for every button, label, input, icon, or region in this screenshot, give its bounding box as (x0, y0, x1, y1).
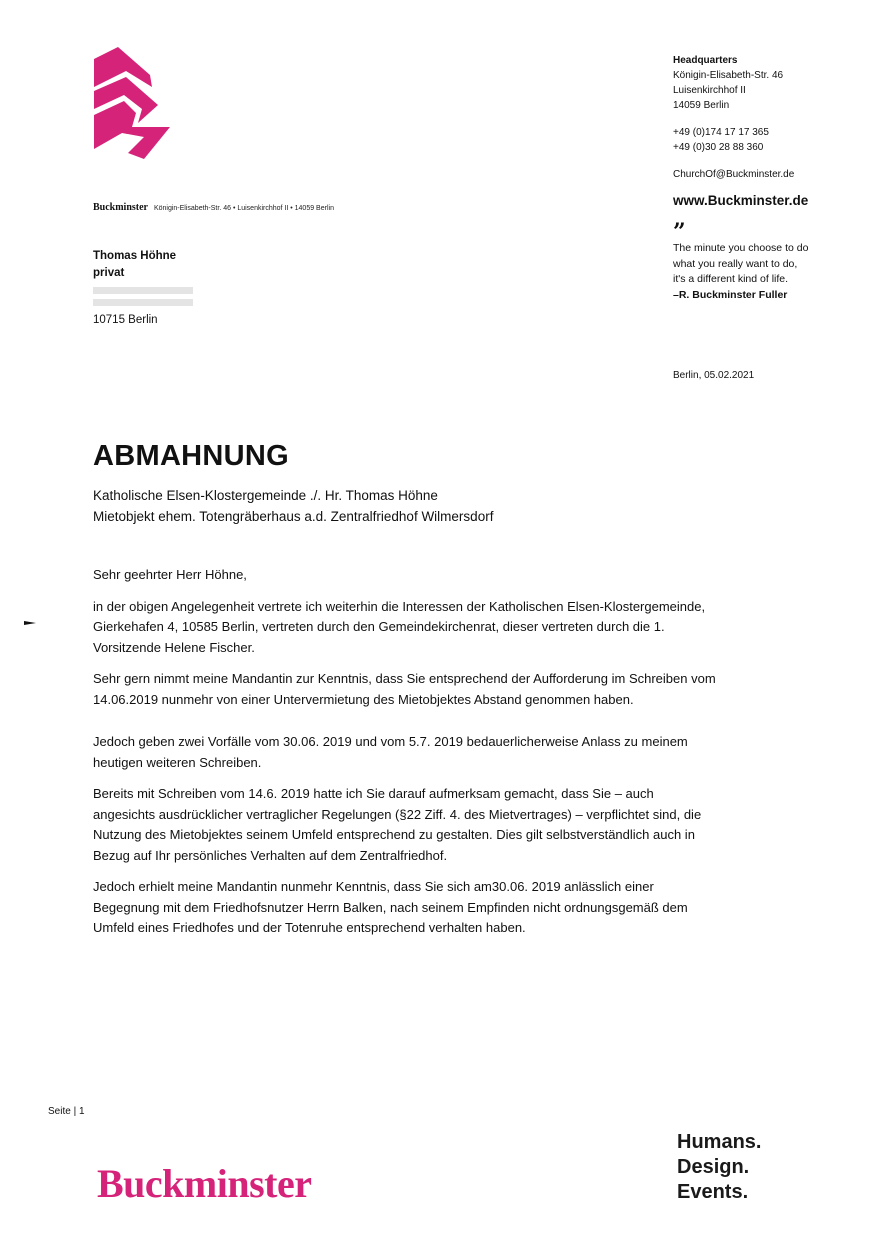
hq-phone-2: +49 (0)30 28 88 360 (673, 142, 764, 153)
letter-title: ABMAHNUNG (93, 440, 290, 472)
hq-heading: Headquarters (673, 55, 738, 66)
recipient-address (93, 248, 193, 329)
tagline-line-2: Design. (677, 1156, 750, 1178)
hq-contact-block (673, 53, 794, 182)
letter-body (93, 565, 718, 950)
hq-phone-1: +49 (0)174 17 17 365 (673, 127, 769, 138)
letter-subject (93, 485, 493, 527)
salutation: Sehr geehrter Herr Höhne, (93, 567, 247, 582)
hq-city: 14059 Berlin (673, 100, 730, 111)
quote-block (673, 241, 843, 303)
subject-line-1: Katholische Elsen-Klostergemeinde ./. Hr. Thomas Höhne (93, 488, 438, 503)
hq-email[interactable]: ChurchOf@Buckminster.de (673, 169, 795, 180)
quote-author: –R. Buckminster Fuller (673, 288, 788, 301)
footer-tagline (677, 1130, 761, 1205)
quote-line-3: it's a different kind of life. (673, 273, 789, 285)
redacted-line-2 (93, 299, 193, 306)
quote-line-2: what you really want to do, (673, 257, 798, 270)
body-paragraph-2: Sehr gern nimmt meine Mandantin zur Kenntnis, dass Sie entsprechend der Aufforderung im Schreiben vom 14.06.2019 nunmehr von einer Untervermietung des Mietobjektes Abstand genommen haben. (93, 671, 716, 707)
sender-brand: Buckminster (93, 202, 148, 213)
subject-line-2: Mietobjekt ehem. Totengräberhaus a.d. Zentralfriedhof Wilmersdorf (93, 509, 494, 524)
body-paragraph-3: Jedoch geben zwei Vorfälle vom 30.06. 2019 und vom 5.7. 2019 bedauerlicherweise Anlass zu meinem heutigen weiteren Schreiben. (93, 734, 688, 770)
hq-place: Luisenkirchhof II (673, 85, 746, 96)
quote-mark-icon: ” (673, 219, 686, 245)
redacted-line-1 (93, 287, 193, 294)
footer-brand-wordmark: Buckminster (97, 1161, 312, 1206)
sender-address: Königin-Elisabeth-Str. 46 • Luisenkirchhof II • 14059 Berlin (153, 205, 334, 212)
website-link[interactable]: www.Buckminster.de (673, 193, 809, 208)
tagline-line-1: Humans. (677, 1131, 762, 1153)
recipient-note: privat (93, 267, 125, 279)
tagline-line-3: Events. (677, 1181, 749, 1203)
fold-mark-icon (24, 620, 36, 626)
body-paragraph-1: in der obigen Angelegenheit vertrete ich weiterhin die Interessen der Katholischen Elsen-Klostergemeinde, Gierkehafen 4, 10585 Berlin, vertreten durch den Gemeindekirchenrat, dieser vertreten durch die 1. Vorsitzende Helene Fischer. (93, 598, 706, 655)
page-number: Seite | 1 (48, 1106, 85, 1117)
body-paragraph-4: Bereits mit Schreiben vom 14.6. 2019 hatte ich Sie darauf aufmerksam gemacht, dass Sie – auch angesichts ausdrücklicher vertraglicher Regelungen (§22 Ziff. 4. des Mietvertrages) – verpflichtet sind, die Nutzung des Mietobjektes seinem Umfeld entsprechend zu gestalten. Dies gilt selbstverständlich auch in Bezug auf Ihr persönliches Verhalten auf dem Zentralfriedhof. (93, 786, 702, 863)
quote-line-1: The minute you choose to do (673, 242, 809, 254)
hq-street: Königin-Elisabeth-Str. 46 (673, 70, 784, 81)
buckminster-logo-icon (92, 45, 174, 161)
recipient-name: Thomas Höhne (93, 250, 177, 262)
body-paragraph-5: Jedoch erhielt meine Mandantin nunmehr Kenntnis, dass Sie sich am30.06. 2019 anlässlich einer Begegnung mit dem Friedhofsnutzer Herrn Balken, nach seinem Empfinden nicht ordnungsgemäß dem Umfeld eines Friedhofes und der Totenruhe entsprechend verhalten haben. (93, 879, 688, 935)
sender-return-line (93, 202, 334, 213)
letter-date: Berlin, 05.02.2021 (673, 370, 755, 381)
recipient-city: 10715 Berlin (93, 314, 158, 326)
